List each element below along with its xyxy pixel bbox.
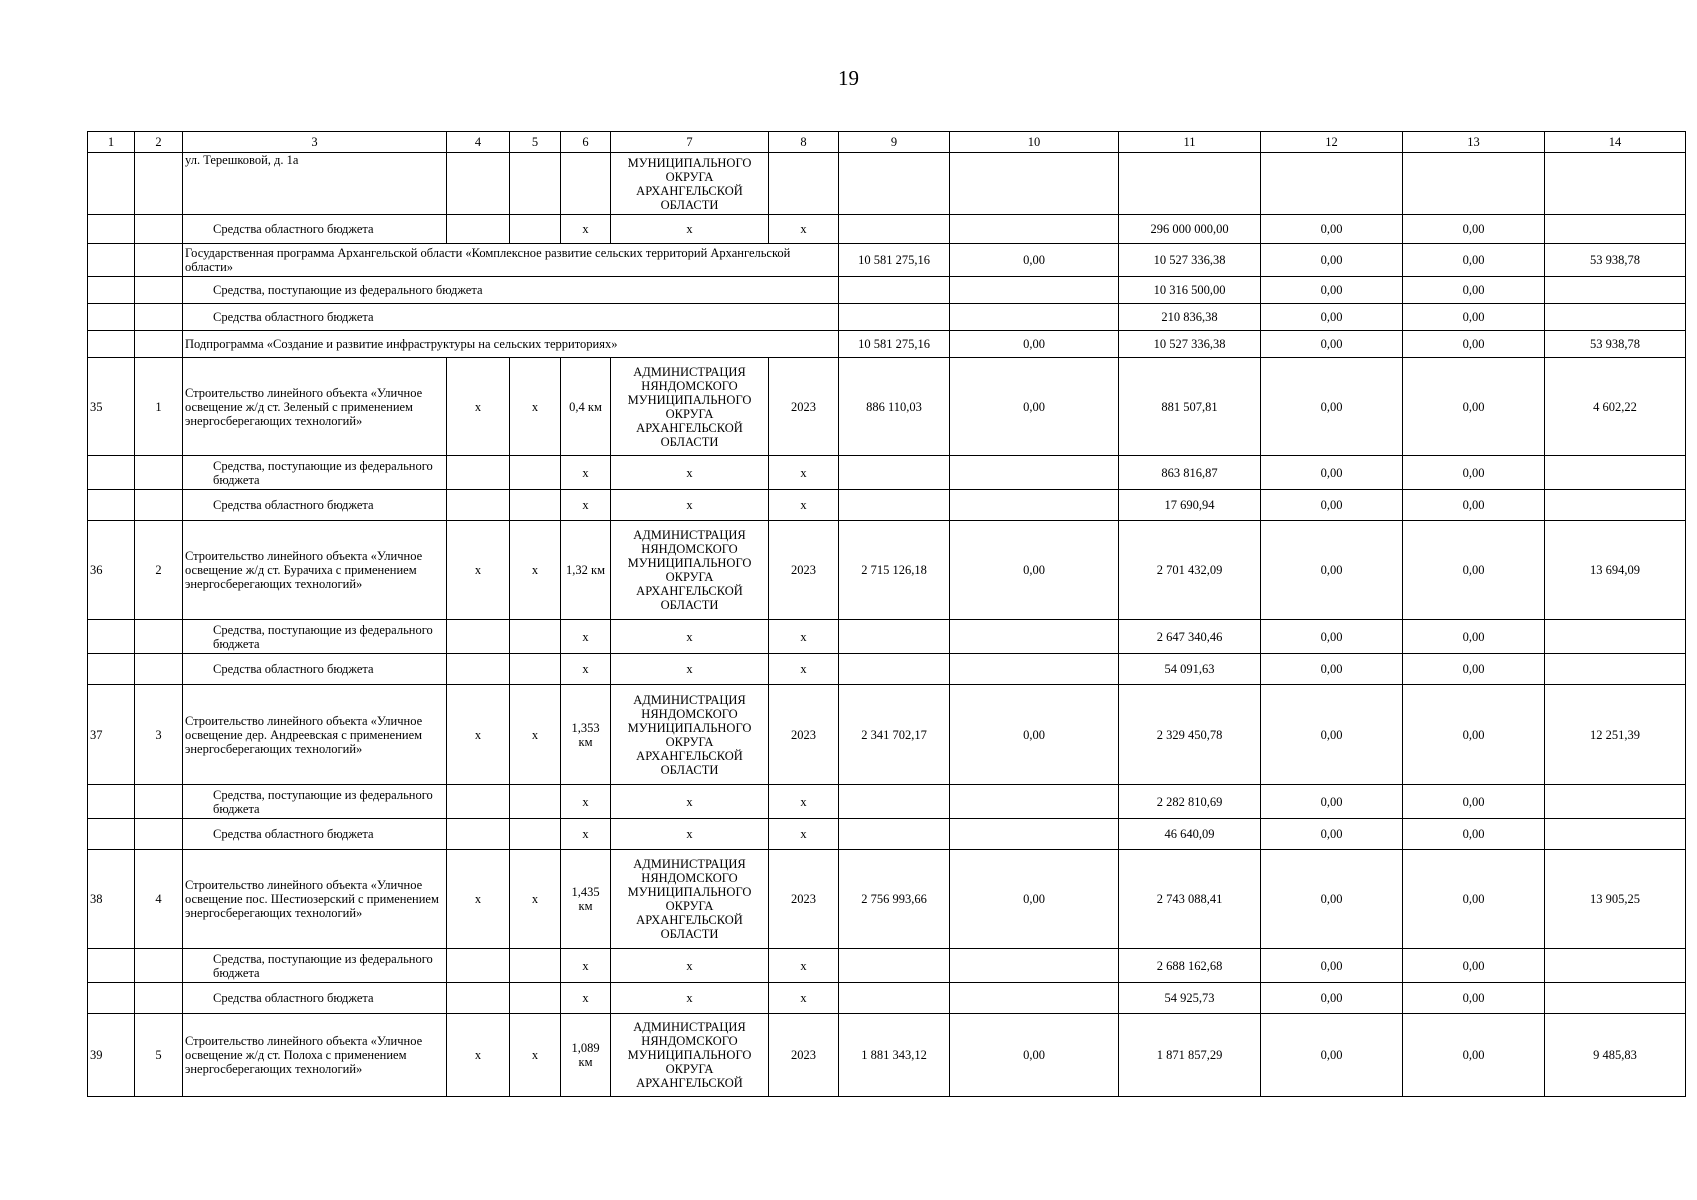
table-row xyxy=(88,1014,1686,1097)
table-cell xyxy=(1119,153,1261,215)
table-cell xyxy=(135,490,183,521)
table-cell xyxy=(135,620,183,654)
table-cell: 53 938,78 xyxy=(1545,331,1686,358)
table-cell: 1 871 857,29 xyxy=(1119,1014,1261,1097)
table-row xyxy=(88,850,1686,949)
table-cell xyxy=(88,819,135,850)
table-cell: 0,00 xyxy=(1261,215,1403,244)
table-cell xyxy=(447,620,510,654)
table-row xyxy=(88,521,1686,620)
table-cell xyxy=(950,490,1119,521)
table-cell: 10 527 336,38 xyxy=(1119,331,1261,358)
table-cell xyxy=(839,819,950,850)
table-cell: 0,00 xyxy=(950,244,1119,277)
budget-table xyxy=(87,131,1686,1097)
table-cell xyxy=(839,490,950,521)
table-cell: 0,00 xyxy=(1261,983,1403,1014)
table-cell: 0,00 xyxy=(1261,490,1403,521)
table-cell: x xyxy=(611,620,769,654)
item-number: 2 xyxy=(135,521,183,620)
table-cell xyxy=(135,215,183,244)
table-cell: x xyxy=(611,949,769,983)
table-cell xyxy=(769,153,839,215)
organization-cell: АДМИНИСТРАЦИЯ НЯНДОМСКОГО МУНИЦИПАЛЬНОГО ОКРУГА АРХАНГЕЛЬСКОЙ ОБЛАСТИ xyxy=(611,685,769,785)
table-cell: x xyxy=(769,785,839,819)
item-number: 4 xyxy=(135,850,183,949)
table-cell xyxy=(447,490,510,521)
table-cell: 10 581 275,16 xyxy=(839,331,950,358)
table-cell: 0,00 xyxy=(1403,850,1545,949)
table-cell: 886 110,03 xyxy=(839,358,950,456)
table-cell: 0,00 xyxy=(1403,685,1545,785)
organization-cell: АДМИНИСТРАЦИЯ НЯНДОМСКОГО МУНИЦИПАЛЬНОГО ОКРУГА АРХАНГЕЛЬСКОЙ xyxy=(611,1014,769,1097)
object-description: Строительство линейного объекта «Уличное освещение дер. Андреевская с применением энергосберегающих технологий» xyxy=(183,685,447,785)
table-cell xyxy=(950,215,1119,244)
row-number: 36 xyxy=(88,521,135,620)
table-cell: 0,00 xyxy=(950,358,1119,456)
table-cell xyxy=(1545,304,1686,331)
table-cell xyxy=(839,949,950,983)
table-cell: 0,00 xyxy=(1403,949,1545,983)
object-description: Строительство линейного объекта «Уличное освещение ж/д ст. Зеленый с применением энергосберегающих технологий» xyxy=(183,358,447,456)
item-number: 5 xyxy=(135,1014,183,1097)
table-cell: x xyxy=(769,490,839,521)
table-cell xyxy=(950,456,1119,490)
table-cell xyxy=(447,949,510,983)
funding-source-label: Средства областного бюджета xyxy=(183,490,447,521)
table-cell xyxy=(88,785,135,819)
table-cell xyxy=(135,244,183,277)
row-number: 39 xyxy=(88,1014,135,1097)
table-cell: 53 938,78 xyxy=(1545,244,1686,277)
table-cell: x xyxy=(561,949,611,983)
table-cell xyxy=(510,819,561,850)
table-body xyxy=(88,132,1686,1097)
table-cell xyxy=(88,331,135,358)
table-cell: 0,00 xyxy=(1403,819,1545,850)
table-cell xyxy=(135,983,183,1014)
table-cell xyxy=(447,785,510,819)
table-row xyxy=(88,215,1686,244)
table-cell: x xyxy=(611,983,769,1014)
table-row xyxy=(88,331,1686,358)
table-cell: 2023 xyxy=(769,1014,839,1097)
table-cell: 0,00 xyxy=(1403,331,1545,358)
table-cell xyxy=(950,304,1119,331)
table-cell: x xyxy=(769,819,839,850)
table-cell xyxy=(1545,983,1686,1014)
table-cell: x xyxy=(611,785,769,819)
table-cell: 2 743 088,41 xyxy=(1119,850,1261,949)
table-row xyxy=(88,620,1686,654)
table-cell: 9 485,83 xyxy=(1545,1014,1686,1097)
table-cell xyxy=(561,153,611,215)
table-cell xyxy=(950,277,1119,304)
program-title: Подпрограмма «Создание и развитие инфраструктуры на сельских территориях» xyxy=(183,331,839,358)
object-description: Строительство линейного объекта «Уличное освещение ж/д ст. Полоха с применением энергосберегающих технологий» xyxy=(183,1014,447,1097)
table-cell: 0,00 xyxy=(1403,490,1545,521)
table-cell: 0,00 xyxy=(1403,983,1545,1014)
table-cell: 0,00 xyxy=(1261,685,1403,785)
header-cell: 2 xyxy=(135,132,183,153)
table-cell xyxy=(510,983,561,1014)
table-cell xyxy=(1545,654,1686,685)
header-cell: 9 xyxy=(839,132,950,153)
table-cell: 0,00 xyxy=(950,1014,1119,1097)
table-cell xyxy=(1545,490,1686,521)
table-cell: 54 925,73 xyxy=(1119,983,1261,1014)
table-cell xyxy=(88,215,135,244)
header-cell: 14 xyxy=(1545,132,1686,153)
table-row xyxy=(88,153,1686,215)
table-cell: x xyxy=(769,215,839,244)
table-cell: x xyxy=(510,358,561,456)
table-cell: 2023 xyxy=(769,850,839,949)
table-cell xyxy=(1545,620,1686,654)
table-cell: 0,00 xyxy=(1403,654,1545,685)
table-cell: x xyxy=(510,850,561,949)
table-cell: 10 316 500,00 xyxy=(1119,277,1261,304)
header-cell: 4 xyxy=(447,132,510,153)
table-cell xyxy=(447,819,510,850)
table-cell xyxy=(135,785,183,819)
row-number: 38 xyxy=(88,850,135,949)
table-cell: 0,00 xyxy=(950,850,1119,949)
table-cell: 0,00 xyxy=(1261,850,1403,949)
table-cell: 2 647 340,46 xyxy=(1119,620,1261,654)
table-cell xyxy=(88,304,135,331)
table-cell: 0,00 xyxy=(1261,949,1403,983)
table-cell: x xyxy=(510,521,561,620)
item-number: 3 xyxy=(135,685,183,785)
table-cell xyxy=(1261,153,1403,215)
table-cell: 1,353 км xyxy=(561,685,611,785)
table-cell xyxy=(510,785,561,819)
table-cell: x xyxy=(447,358,510,456)
table-cell: x xyxy=(611,456,769,490)
table-row xyxy=(88,785,1686,819)
table-cell: 0,00 xyxy=(1261,277,1403,304)
table-cell: x xyxy=(561,983,611,1014)
table-cell xyxy=(1545,949,1686,983)
table-cell: 0,00 xyxy=(1261,244,1403,277)
table-cell: 54 091,63 xyxy=(1119,654,1261,685)
organization-cell: АДМИНИСТРАЦИЯ НЯНДОМСКОГО МУНИЦИПАЛЬНОГО ОКРУГА АРХАНГЕЛЬСКОЙ ОБЛАСТИ xyxy=(611,358,769,456)
table-cell: 0,00 xyxy=(950,685,1119,785)
header-cell: 12 xyxy=(1261,132,1403,153)
table-cell: x xyxy=(769,654,839,685)
header-cell: 3 xyxy=(183,132,447,153)
table-cell: x xyxy=(561,819,611,850)
table-cell: x xyxy=(769,456,839,490)
funding-source-label: Средства, поступающие из федерального бюджета xyxy=(183,277,839,304)
header-cell: 1 xyxy=(88,132,135,153)
table-cell xyxy=(510,153,561,215)
table-cell xyxy=(88,456,135,490)
organization-cell: МУНИЦИПАЛЬНОГО ОКРУГА АРХАНГЕЛЬСКОЙ ОБЛАСТИ xyxy=(611,153,769,215)
table-cell: x xyxy=(510,685,561,785)
table-cell xyxy=(1545,277,1686,304)
table-cell: x xyxy=(447,521,510,620)
table-cell: 2023 xyxy=(769,358,839,456)
table-cell: x xyxy=(561,456,611,490)
table-cell xyxy=(447,456,510,490)
table-row xyxy=(88,244,1686,277)
table-cell xyxy=(950,983,1119,1014)
table-cell xyxy=(135,654,183,685)
table-cell xyxy=(1545,456,1686,490)
table-cell: x xyxy=(611,819,769,850)
table-cell xyxy=(135,153,183,215)
table-cell xyxy=(839,654,950,685)
funding-source-label: Средства, поступающие из федерального бюджета xyxy=(183,456,447,490)
table-cell: 2 701 432,09 xyxy=(1119,521,1261,620)
table-cell: 0,00 xyxy=(1403,277,1545,304)
table-cell: 0,00 xyxy=(1403,215,1545,244)
table-cell: 2 341 702,17 xyxy=(839,685,950,785)
funding-source-label: Средства областного бюджета xyxy=(183,215,447,244)
table-cell: 0,00 xyxy=(1403,785,1545,819)
table-cell: 0,00 xyxy=(1261,785,1403,819)
table-row xyxy=(88,456,1686,490)
page-number: 19 xyxy=(838,66,859,90)
table-cell: x xyxy=(447,850,510,949)
table-cell xyxy=(88,620,135,654)
funding-source-label: Средства областного бюджета xyxy=(183,983,447,1014)
table-cell xyxy=(839,785,950,819)
table-row xyxy=(88,358,1686,456)
table-cell xyxy=(950,819,1119,850)
table-cell: 13 905,25 xyxy=(1545,850,1686,949)
table-cell xyxy=(950,949,1119,983)
funding-source-label: Средства областного бюджета xyxy=(183,304,839,331)
table-row xyxy=(88,304,1686,331)
table-cell xyxy=(447,153,510,215)
table-row xyxy=(88,685,1686,785)
table-cell: 0,00 xyxy=(950,331,1119,358)
table-cell: 1,435 км xyxy=(561,850,611,949)
table-cell xyxy=(88,153,135,215)
table-cell: 0,00 xyxy=(1261,331,1403,358)
table-cell: x xyxy=(561,785,611,819)
table-cell: x xyxy=(561,654,611,685)
funding-source-label: Средства, поступающие из федерального бюджета xyxy=(183,949,447,983)
table-cell: 2 688 162,68 xyxy=(1119,949,1261,983)
header-cell: 10 xyxy=(950,132,1119,153)
table-cell: 2 715 126,18 xyxy=(839,521,950,620)
table-cell: x xyxy=(611,654,769,685)
table-cell xyxy=(839,620,950,654)
table-cell: 13 694,09 xyxy=(1545,521,1686,620)
header-cell: 5 xyxy=(510,132,561,153)
table-row xyxy=(88,983,1686,1014)
table-cell: 0,00 xyxy=(1403,358,1545,456)
table-cell xyxy=(510,654,561,685)
table-cell: x xyxy=(769,949,839,983)
table-cell xyxy=(510,490,561,521)
table-cell xyxy=(839,153,950,215)
table-cell: x xyxy=(769,620,839,654)
table-cell: x xyxy=(447,685,510,785)
table-cell: x xyxy=(561,215,611,244)
table-cell xyxy=(510,620,561,654)
table-cell: x xyxy=(510,1014,561,1097)
table-row xyxy=(88,277,1686,304)
table-cell: 0,4 км xyxy=(561,358,611,456)
table-cell: 2023 xyxy=(769,521,839,620)
table-cell: 0,00 xyxy=(1261,819,1403,850)
table-cell xyxy=(88,244,135,277)
funding-source-label: Средства, поступающие из федерального бюджета xyxy=(183,785,447,819)
table-row xyxy=(88,654,1686,685)
table-cell: x xyxy=(769,983,839,1014)
table-cell xyxy=(135,304,183,331)
table-cell: 210 836,38 xyxy=(1119,304,1261,331)
table-cell xyxy=(1545,785,1686,819)
table-cell: 0,00 xyxy=(1261,1014,1403,1097)
funding-source-label: Средства областного бюджета xyxy=(183,819,447,850)
object-description: Строительство линейного объекта «Уличное освещение ж/д ст. Бурачиха с применением энергосберегающих технологий» xyxy=(183,521,447,620)
funding-source-label: Средства областного бюджета xyxy=(183,654,447,685)
table-cell: 2 329 450,78 xyxy=(1119,685,1261,785)
header-cell: 6 xyxy=(561,132,611,153)
table-cell xyxy=(839,456,950,490)
table-cell xyxy=(1403,153,1545,215)
table-cell: x xyxy=(561,620,611,654)
table-cell xyxy=(950,153,1119,215)
table-cell: 2023 xyxy=(769,685,839,785)
table-cell xyxy=(88,277,135,304)
table-cell: x xyxy=(561,490,611,521)
table-cell: 1,089 км xyxy=(561,1014,611,1097)
table-cell: 1,32 км xyxy=(561,521,611,620)
table-cell: 0,00 xyxy=(1261,358,1403,456)
table-cell: 10 581 275,16 xyxy=(839,244,950,277)
table-cell: 0,00 xyxy=(1403,304,1545,331)
table-cell xyxy=(839,304,950,331)
table-cell: 12 251,39 xyxy=(1545,685,1686,785)
table-cell xyxy=(135,949,183,983)
table-cell: 0,00 xyxy=(1261,521,1403,620)
item-number: 1 xyxy=(135,358,183,456)
table-cell: 0,00 xyxy=(1261,620,1403,654)
table-cell xyxy=(950,654,1119,685)
table-cell: 4 602,22 xyxy=(1545,358,1686,456)
table-cell xyxy=(88,654,135,685)
table-cell xyxy=(839,983,950,1014)
table-cell xyxy=(135,819,183,850)
funding-source-label: Средства, поступающие из федерального бюджета xyxy=(183,620,447,654)
table-cell xyxy=(88,983,135,1014)
table-row xyxy=(88,949,1686,983)
table-cell xyxy=(447,983,510,1014)
table-cell xyxy=(88,949,135,983)
table-cell: 17 690,94 xyxy=(1119,490,1261,521)
table-cell xyxy=(447,654,510,685)
table-cell: 10 527 336,38 xyxy=(1119,244,1261,277)
table-cell: 0,00 xyxy=(1403,620,1545,654)
table-row xyxy=(88,490,1686,521)
table-cell: x xyxy=(611,490,769,521)
table-cell: x xyxy=(447,1014,510,1097)
table-cell xyxy=(135,456,183,490)
address-cell: ул. Терешковой, д. 1а xyxy=(183,153,447,215)
table-row xyxy=(88,819,1686,850)
organization-cell: АДМИНИСТРАЦИЯ НЯНДОМСКОГО МУНИЦИПАЛЬНОГО ОКРУГА АРХАНГЕЛЬСКОЙ ОБЛАСТИ xyxy=(611,850,769,949)
table-cell xyxy=(950,620,1119,654)
table-cell: 2 756 993,66 xyxy=(839,850,950,949)
table-cell xyxy=(510,215,561,244)
table-cell xyxy=(950,785,1119,819)
table-cell: 46 640,09 xyxy=(1119,819,1261,850)
row-number: 35 xyxy=(88,358,135,456)
table-cell: 0,00 xyxy=(1403,456,1545,490)
header-cell: 8 xyxy=(769,132,839,153)
table-cell xyxy=(1545,153,1686,215)
table-cell: 296 000 000,00 xyxy=(1119,215,1261,244)
organization-cell: АДМИНИСТРАЦИЯ НЯНДОМСКОГО МУНИЦИПАЛЬНОГО ОКРУГА АРХАНГЕЛЬСКОЙ ОБЛАСТИ xyxy=(611,521,769,620)
table-cell xyxy=(839,215,950,244)
table-cell: 1 881 343,12 xyxy=(839,1014,950,1097)
table-cell: 0,00 xyxy=(1261,654,1403,685)
table-cell: 0,00 xyxy=(1403,521,1545,620)
table-cell xyxy=(135,331,183,358)
table-cell: 0,00 xyxy=(1403,1014,1545,1097)
table-cell: 863 816,87 xyxy=(1119,456,1261,490)
table-cell xyxy=(510,456,561,490)
header-cell: 7 xyxy=(611,132,769,153)
object-description: Строительство линейного объекта «Уличное освещение пос. Шестиозерский с применением энергосберегающих технологий» xyxy=(183,850,447,949)
table-cell xyxy=(510,949,561,983)
table-cell: 0,00 xyxy=(1261,456,1403,490)
table-cell: 0,00 xyxy=(950,521,1119,620)
table-cell xyxy=(839,277,950,304)
program-title: Государственная программа Архангельской области «Комплексное развитие сельских территорий Архангельской области» xyxy=(183,244,839,277)
table-cell xyxy=(1545,215,1686,244)
table-cell: x xyxy=(611,215,769,244)
table-cell: 2 282 810,69 xyxy=(1119,785,1261,819)
table-cell xyxy=(88,490,135,521)
row-number: 37 xyxy=(88,685,135,785)
table-cell: 0,00 xyxy=(1261,304,1403,331)
table-cell xyxy=(1545,819,1686,850)
table-cell: 0,00 xyxy=(1403,244,1545,277)
table-cell xyxy=(447,215,510,244)
header-row xyxy=(88,132,1686,153)
table-cell xyxy=(135,277,183,304)
header-cell: 11 xyxy=(1119,132,1261,153)
table-cell: 881 507,81 xyxy=(1119,358,1261,456)
header-cell: 13 xyxy=(1403,132,1545,153)
